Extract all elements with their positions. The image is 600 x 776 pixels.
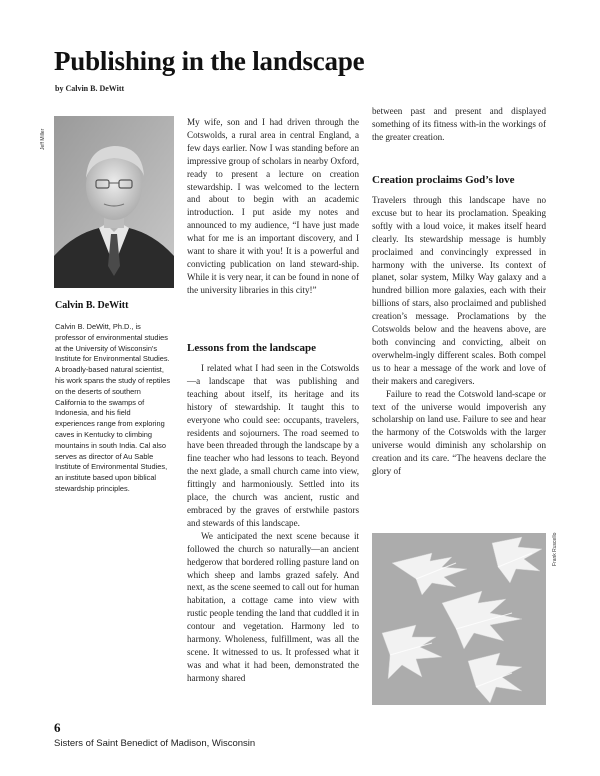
continuation-paragraph: between past and present and displayed something of its fitness with-in the workings of the greater creation. <box>372 106 546 142</box>
portrait-photo-credit: Jeff Miller <box>40 128 46 150</box>
author-portrait-photo <box>54 116 174 288</box>
lessons-paragraph-1: I related what I had seen in the Cotswolds—a landscape that was publishing and teaching about itself, its heritage and its history of stewardship. It taught this to everyone who could see: occupants, travelers, residents and sojourners. The road seemed to have been threaded through the landscape by a fine teacher who had lessons to teach. Beyond the next glade, a small church came into view, fittingly and harmoniously. Settled into its place, the church was ancient, rustic and embraced by the graves of erstwhile pastors and stewards of this landscape. <box>187 363 359 528</box>
creation-paragraph-1: Travelers through this landscape have no excuse but to hear its proclamation. Speaking softly with a loud voice, it makes itself heard clearly. Its stewardship message is humbly proclaimed and convincingly expressed in harmony with the universe. Its context of planet, solar system, Milky Way galaxy and a hundred billion more galaxies, each with their billions of stars, also proclaimed and published creation’s message. Proclamations by the Cotswolds below and the heavens above, are both convincing and convicting, albeit on overwhelm-ingly different scales. Both compel us to hear a message of the work and love of their makers and caregivers. <box>372 195 546 386</box>
column-three-body <box>372 194 546 478</box>
fern-leaves-photo <box>372 533 546 705</box>
column-three-continuation <box>372 105 546 144</box>
page-number: 6 <box>54 720 61 735</box>
portrait-caption-name: Calvin B. DeWitt <box>55 300 129 311</box>
subhead-lessons: Lessons from the landscape <box>187 342 317 354</box>
author-bio: Calvin B. DeWitt, Ph.D., is professor of environmental studies at the University of Wisconsin's Institute for Environmental Studies. A broadly-based natural scientist, his work spans the study of reptiles on the deserts of southern California to the swamps of Indonesia, and his field experiences range from exploring caves in Kentucky to climbing mountains in south India. Cal also serves as director of Au Sable Institute of Environmental Studies, an institute based upon biblical stewardship principles. <box>55 322 171 493</box>
article-byline: by Calvin B. DeWitt <box>55 84 125 93</box>
column-two-intro <box>187 116 359 297</box>
article-title: Publishing in the landscape <box>54 46 365 76</box>
fern-photo-credit: Frank Ruscello <box>552 532 558 566</box>
lessons-paragraph-2: We anticipated the next scene because it followed the church so naturally—an ancient hedgerow that bordered rolling pasture land on which sheep and lambs grazed safely. And next, as the scene seemed to call out for human habitation, a cottage came into view with rustic people tending the land that cuddled it in contour and vegetation. Harmony led to harmony. Wholeness, fulfillment, was all the scene. It witnessed to us. It professed what it was and what it had been, demonstrated the harmony shared <box>187 530 359 683</box>
footer-publisher: Sisters of Saint Benedict of Madison, Wisconsin <box>54 738 256 749</box>
intro-paragraph: My wife, son and I had driven through the Cotswolds, a rural area in central England, a few days earlier. Now I was standing before an impressive group of scholars in nearby Oxford, ready to present a lecture on creation stewardship. I was welcomed to the lectern and about to begin with an academic introduction. I put aside my notes and announced to my audience, “I have just made what for me is an important discovery, and I want to share it with you! It is a powerful and convicting publication on land steward-ship. While it is very near, it can be found in none of the university libraries in this city!” <box>187 117 359 295</box>
column-two-body <box>187 362 359 685</box>
subhead-creation: Creation proclaims God’s love <box>372 174 515 186</box>
creation-paragraph-2: Failure to read the Cotswold land-scape or text of the universe would impoverish any scholarship on land use. Failure to see and hear the harmony of the Cotswolds with the larger universe would diminish any scholarship on creation and its care. “The heavens declare the glory of <box>372 388 546 477</box>
